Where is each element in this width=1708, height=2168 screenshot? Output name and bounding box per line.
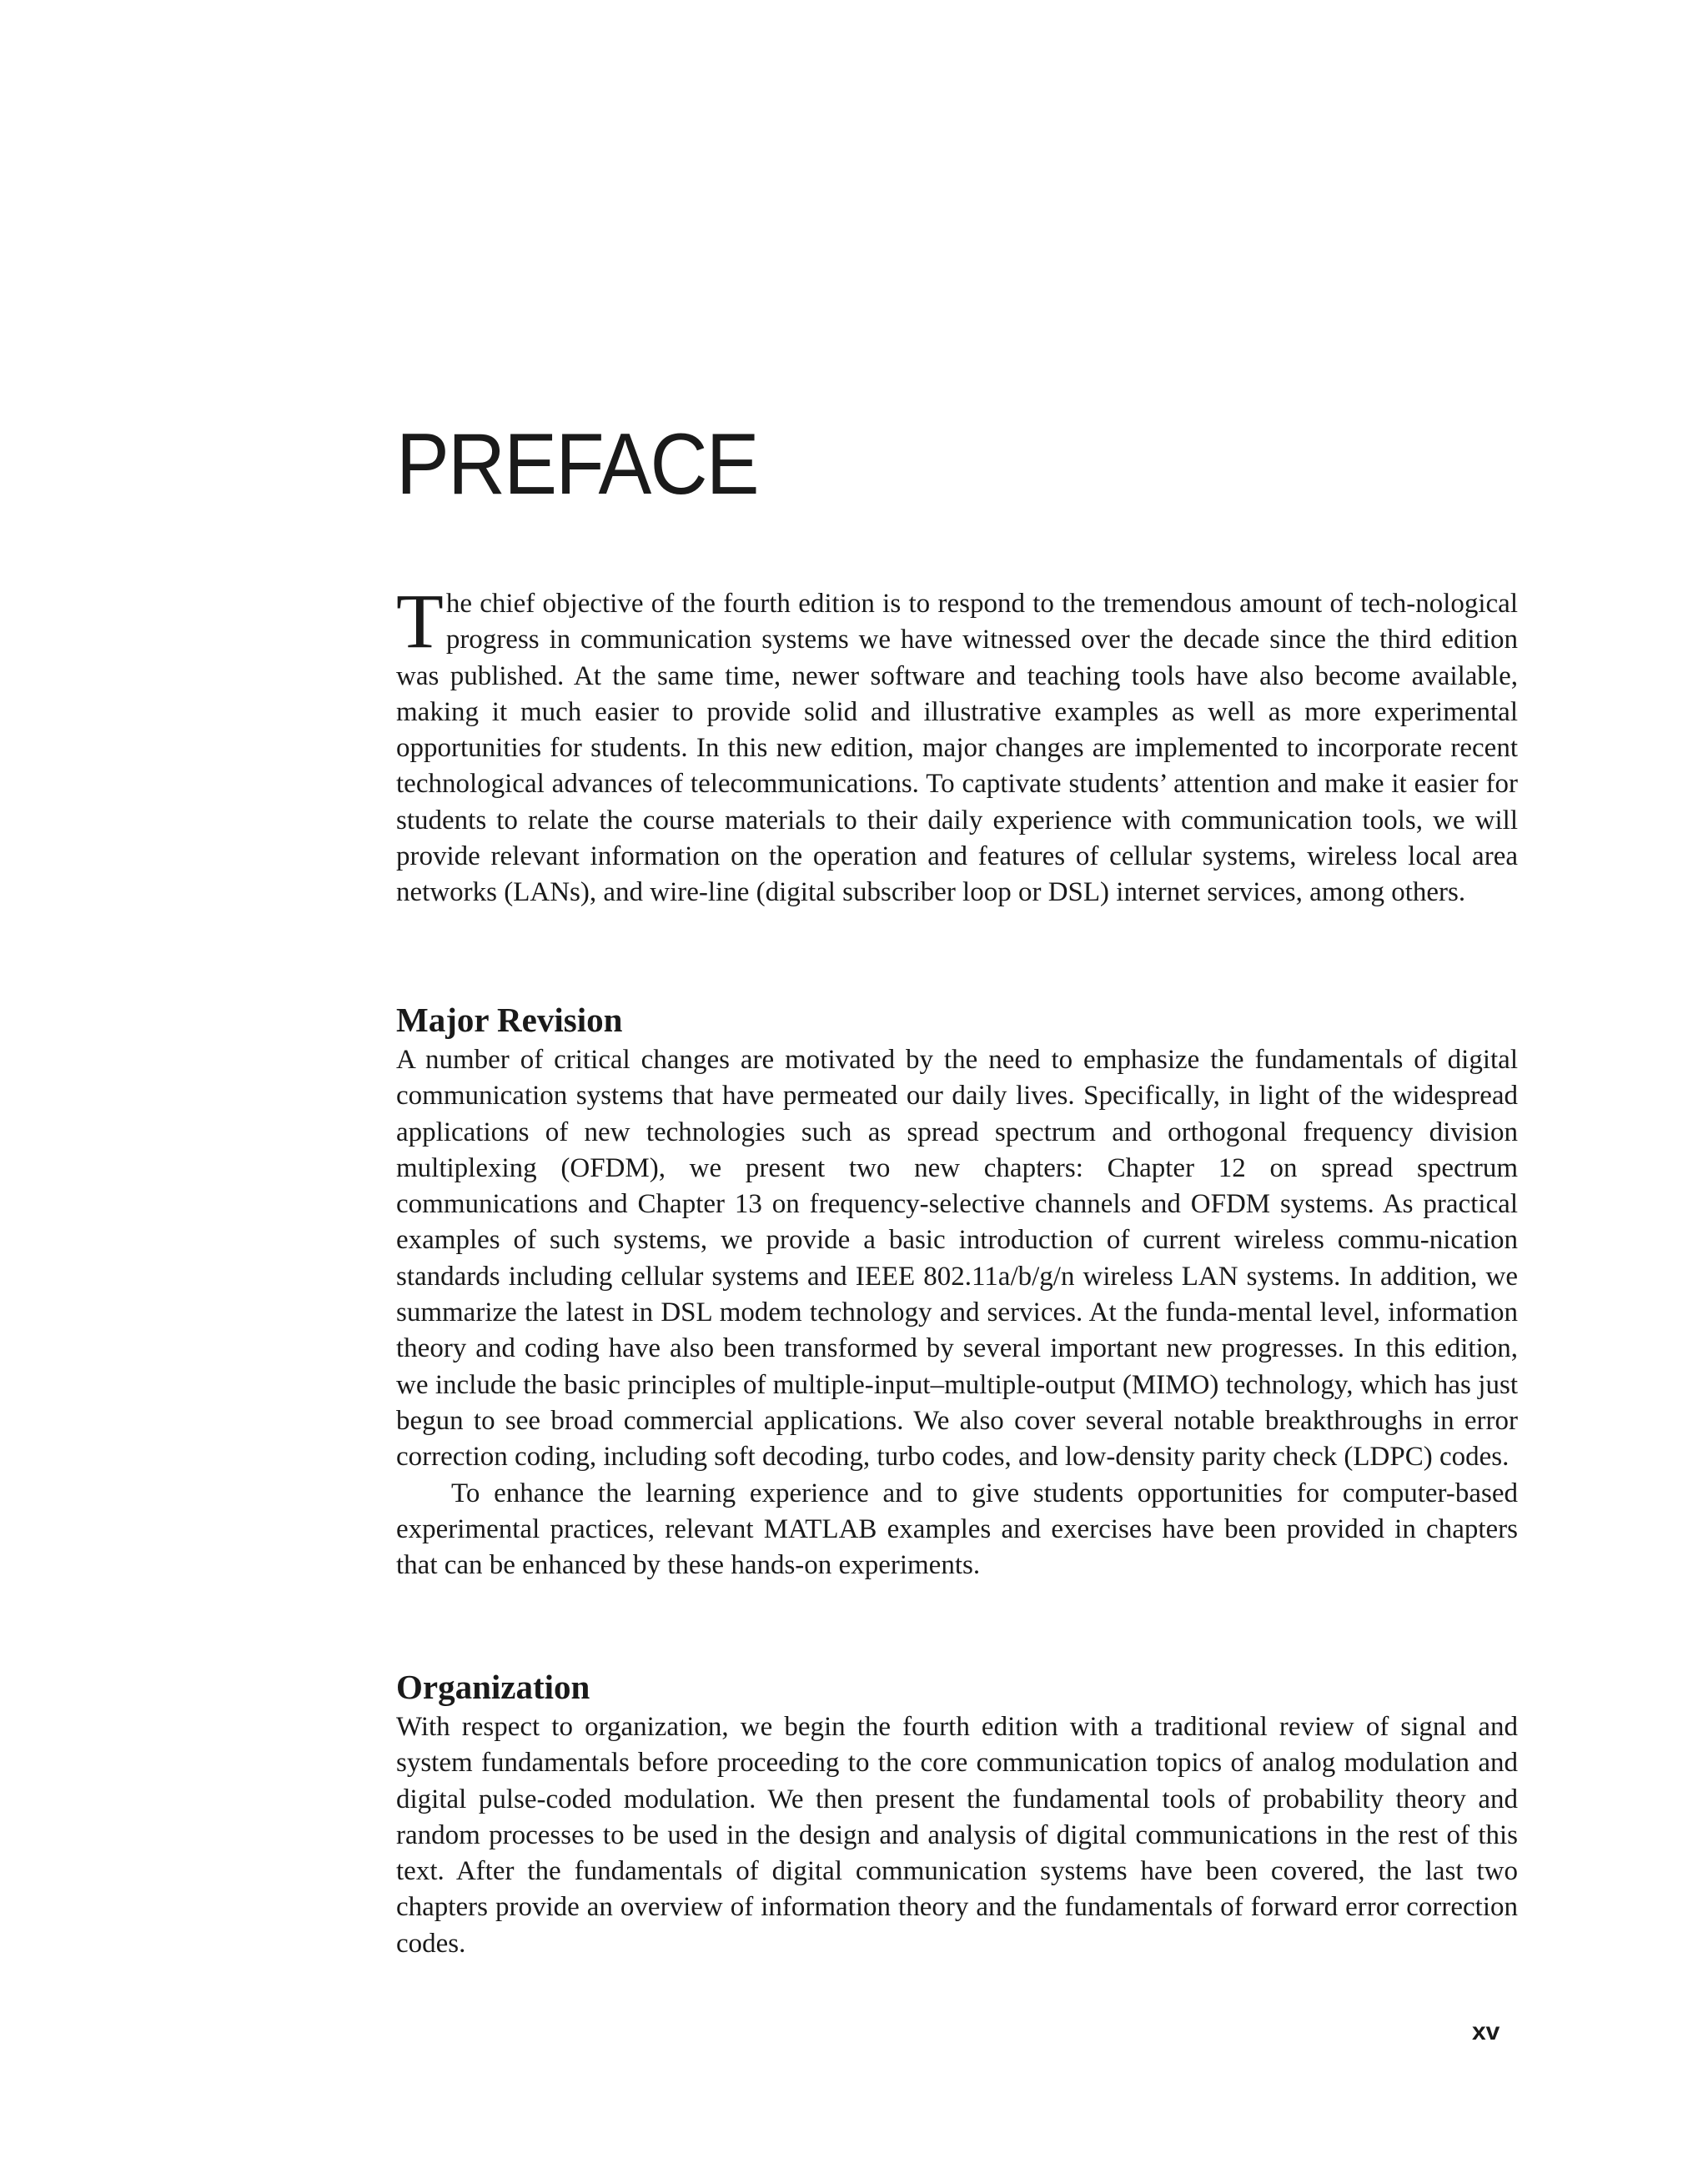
paragraph: A number of critical changes are motivated by the need to emphasize the fundamentals of digital communication systems that have permeated our daily lives. Specifically, in light of the widespread applications of new technologies such as spread spectrum and orthogonal frequency division multiplexing (OFDM), we present two new chapters: Chapter 12 on spread spectrum communications and Chapter 13 on frequency-selective channels and OFDM systems. As practical examples of such systems, we provide a basic introduction of current wireless commu-nication standards including cellular systems and IEEE 802.11a/b/g/n wireless LAN systems. In addition, we summarize the latest in DSL modem technology and services. At the funda-mental level, information theory and coding have also been transformed by several important new progresses. In this edition, we include the basic principles of multiple-input–multiple-output (MIMO) technology, which has just begun to see broad commercial applications. We also cover several notable breakthroughs in error correction coding, including soft decoding, turbo codes, and low-density parity check (LDPC) codes. — [396, 1045, 1518, 1473]
section-heading-organization: Organization — [396, 1668, 590, 1706]
section-heading-major-revision: Major Revision — [396, 1001, 623, 1039]
section-body-major-revision — [396, 1042, 1518, 1583]
page — [396, 0, 1522, 2168]
intro-paragraph — [396, 579, 1518, 911]
section-body-organization — [396, 1709, 1518, 1962]
paragraph: To enhance the learning experience and to give students opportunities for computer-based experimental practices, relevant MATLAB examples and exercises have been provided in chapters that can be enhanced by these hands-on experiments. — [396, 1478, 1518, 1581]
drop-cap: T — [396, 579, 444, 665]
paragraph: With respect to organization, we begin the fourth edition with a traditional review of signal and system fundamentals before proceeding to the core communication topics of analog modulation and digital pulse-coded modulation. We then present the fundamental tools of probability theory and random processes to be used in the design and analysis of digital communications in the rest of this text. After the fundamentals of digital communication systems have been covered, the last two chapters provide an overview of information theory and the fundamentals of forward error correction codes. — [396, 1712, 1518, 1959]
page-number: xv — [1472, 2018, 1500, 2045]
page-title: PREFACE — [396, 416, 758, 513]
intro-text: he chief objective of the fourth edition is to respond to the tremendous amount of tech-nological progress in communication systems we have witnessed over the decade since the third edition was published. At the same time, newer software and teaching tools have also become available, making it much easier to provide solid and illustrative examples as well as more experimental opportunities for students. In this new edition, major changes are implemented to incorporate recent technological advances of telecommunications. To captivate students’ attention and make it easier for students to relate the course materials to their daily experience with communication tools, we will provide relevant information on the operation and features of cellular systems, wireless local area networks (LANs), and wire-line (digital subscriber loop or DSL) internet services, among others. — [396, 589, 1518, 908]
